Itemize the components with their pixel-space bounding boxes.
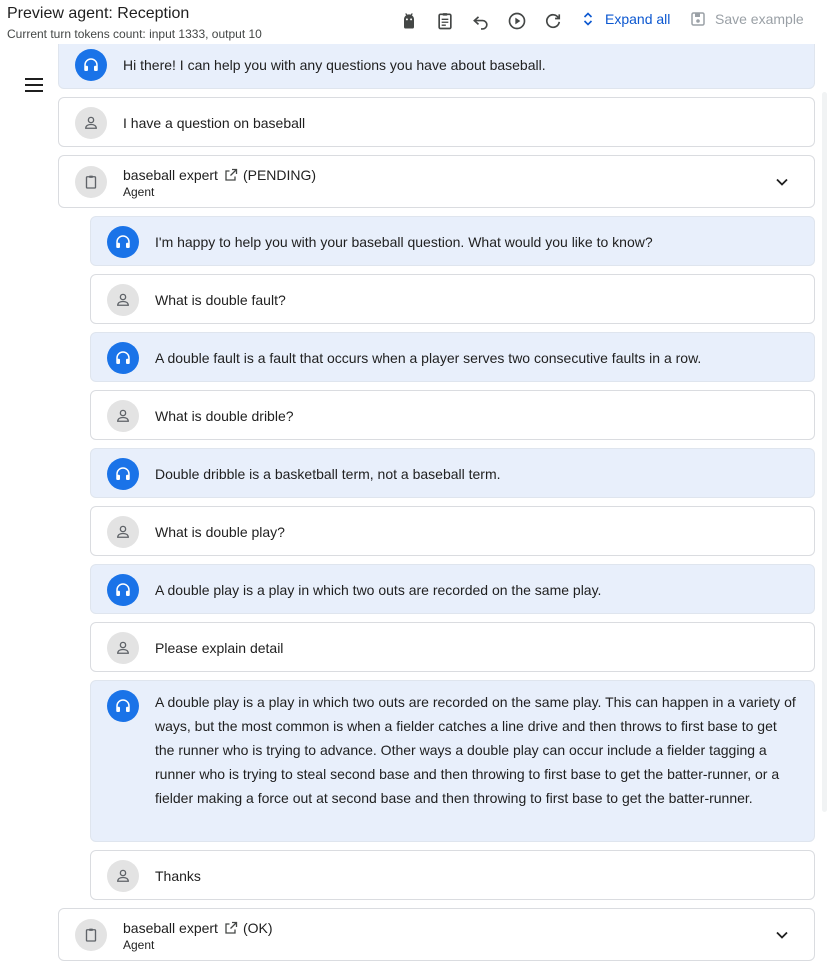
agent-message xyxy=(90,680,815,842)
person-icon xyxy=(107,860,139,892)
save-example-label: Save example xyxy=(715,11,804,27)
message-text: A double play is a play in which two outs are recorded on the same play. This can happen in a variety of ways, but the most common is when a fielder catches a line drive and then throws to first base to get the runner who is trying to advance. Other ways a double play can occur include a fielder tagging a runner who is trying to steal second base and then throwing to first base to get the batter-runner, or a fielder making a force out at second base and then throwing to first base to get the batter-runner. xyxy=(155,694,796,806)
sub-agent-status: (PENDING) xyxy=(242,167,317,183)
expand-all-button[interactable] xyxy=(580,11,670,27)
message-text: I have a question on baseball xyxy=(123,115,306,131)
message-text: What is double play? xyxy=(155,524,285,540)
sub-agent-title xyxy=(123,167,316,183)
user-message xyxy=(90,390,815,440)
replay-icon[interactable] xyxy=(542,10,564,32)
user-message xyxy=(90,622,815,672)
person-icon xyxy=(107,632,139,664)
agent-message xyxy=(90,216,815,266)
message-text: I'm happy to help you with your baseball question. What would you like to know? xyxy=(155,234,653,250)
agent-message xyxy=(90,564,815,614)
clipboard-icon xyxy=(75,166,107,198)
headset-icon xyxy=(107,226,139,258)
headset-icon xyxy=(107,574,139,606)
sub-agent-name: baseball expert xyxy=(123,167,218,183)
user-message xyxy=(90,274,815,324)
clipboard-icon xyxy=(75,919,107,951)
person-icon xyxy=(107,400,139,432)
header-bar xyxy=(0,0,827,44)
sub-agent-role: Agent xyxy=(123,938,155,952)
user-message xyxy=(90,850,815,900)
save-icon xyxy=(690,11,706,27)
message-text: What is double drible? xyxy=(155,408,294,424)
message-text: What is double fault? xyxy=(155,292,286,308)
headset-icon xyxy=(107,342,139,374)
headset-icon xyxy=(107,690,139,722)
message-text: Thanks xyxy=(155,868,201,884)
agent-message xyxy=(90,448,815,498)
message-text: Hi there! I can help you with any questions you have about baseball. xyxy=(123,57,546,73)
headset-icon xyxy=(107,458,139,490)
page-title: Preview agent: Reception xyxy=(7,5,190,22)
clipboard-icon[interactable] xyxy=(434,10,456,32)
chevron-down-icon[interactable] xyxy=(772,172,792,192)
message-text: Double dribble is a basketball term, not a baseball term. xyxy=(155,466,501,482)
hamburger-menu-icon[interactable] xyxy=(23,74,45,96)
person-icon xyxy=(107,516,139,548)
unfold-icon xyxy=(580,11,596,27)
sub-agent-status: (OK) xyxy=(242,920,273,936)
sub-agent-card-ok[interactable] xyxy=(58,908,815,961)
message-text: Please explain detail xyxy=(155,640,284,656)
chevron-down-icon[interactable] xyxy=(772,925,792,945)
token-count: Current turn tokens count: input 1333, output 10 xyxy=(7,27,262,41)
sub-agent-role: Agent xyxy=(123,185,155,199)
user-message xyxy=(58,97,815,147)
play-circle-icon[interactable] xyxy=(506,10,528,32)
undo-icon[interactable] xyxy=(470,10,492,32)
headset-icon xyxy=(75,49,107,81)
open-in-new-icon[interactable] xyxy=(224,921,238,935)
sub-agent-name: baseball expert xyxy=(123,920,218,936)
sub-agent-title xyxy=(123,920,273,936)
android-icon[interactable] xyxy=(398,10,420,32)
save-example-button[interactable] xyxy=(690,11,804,27)
message-text: A double fault is a fault that occurs when a player serves two consecutive faults in a row. xyxy=(155,350,702,366)
person-icon xyxy=(107,284,139,316)
sub-agent-card-pending[interactable] xyxy=(58,155,815,208)
expand-all-label: Expand all xyxy=(605,11,671,27)
user-message xyxy=(90,506,815,556)
agent-message xyxy=(90,332,815,382)
person-icon xyxy=(75,107,107,139)
scrollbar[interactable] xyxy=(822,92,827,812)
open-in-new-icon[interactable] xyxy=(224,168,238,182)
message-text: A double play is a play in which two outs are recorded on the same play. xyxy=(155,582,602,598)
